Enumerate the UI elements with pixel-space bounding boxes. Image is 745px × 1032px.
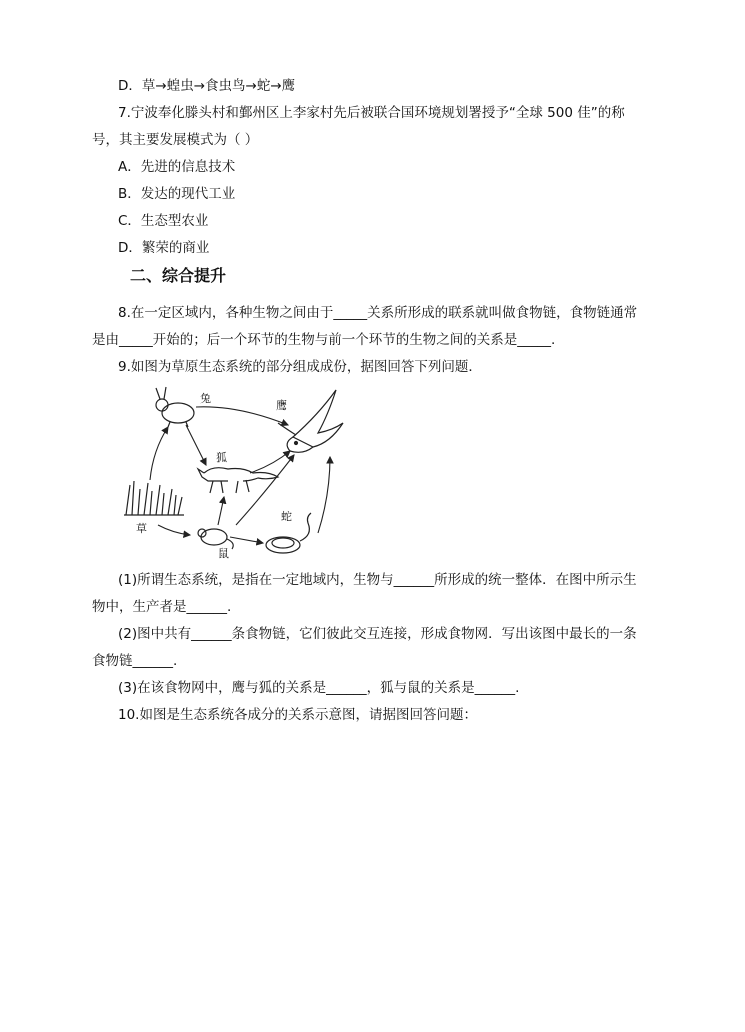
eagle-label: 鹰	[276, 399, 287, 412]
rabbit-label: 兔	[200, 392, 211, 405]
rabbit-icon	[156, 387, 194, 427]
fox-icon	[198, 468, 278, 493]
snake-label: 蛇	[281, 510, 292, 523]
q6-option-d: D．草→蝗虫→食虫鸟→蛇→鹰	[118, 78, 296, 94]
q8-line2: 是由_____开始的；后一个环节的生物与前一个环节的生物之间的关系是_____.	[92, 332, 556, 348]
q9-part2-line1: (2)图中共有______条食物链，它们彼此交互连接，形成食物网．写出该图中最长的一条	[118, 626, 637, 642]
q9-part2-line2: 食物链______.	[92, 653, 178, 669]
q9-part3-line1: (3)在该食物网中，鹰与狐的关系是______，狐与鼠的关系是______.	[118, 680, 520, 696]
q7-option-b: B．发达的现代工业	[118, 186, 236, 202]
q9-part1-line1: (1)所谓生态系统，是指在一定地域内，生物与______所形成的统一整体．在图中所示生	[118, 572, 637, 588]
food-web-figure	[118, 385, 358, 560]
mouse-icon	[198, 529, 233, 549]
q10-stem: 10.如图是生态系统各成分的关系示意图，请据图回答问题：	[118, 707, 477, 723]
q9-stem: 9.如图为草原生态系统的部分组成成份，据图回答下列问题．	[118, 359, 482, 375]
q7-stem-line2: 号，其主要发展模式为（ ）	[92, 132, 259, 148]
section-title: 二、综合提升	[130, 266, 227, 285]
q7-stem-line1: 7.宁波奉化滕头村和鄞州区上李家村先后被联合国环境规划署授予“全球 500 佳”的称	[118, 105, 625, 121]
grass-label: 草	[136, 522, 147, 535]
mouse-label: 鼠	[218, 547, 229, 560]
q7-option-a: A．先进的信息技术	[118, 159, 236, 175]
q8-line1: 8.在一定区域内，各种生物之间由于_____关系所形成的联系就叫做食物链，食物链通常	[118, 305, 638, 321]
q7-option-c: C．生态型农业	[118, 213, 209, 229]
q9-part1-line2: 物中，生产者是______.	[92, 599, 232, 615]
grass-icon	[124, 481, 184, 515]
food-web-diagram	[118, 385, 358, 560]
q7-option-d: D．繁荣的商业	[118, 240, 210, 256]
eagle-icon	[278, 390, 343, 452]
fox-label: 狐	[216, 451, 227, 464]
